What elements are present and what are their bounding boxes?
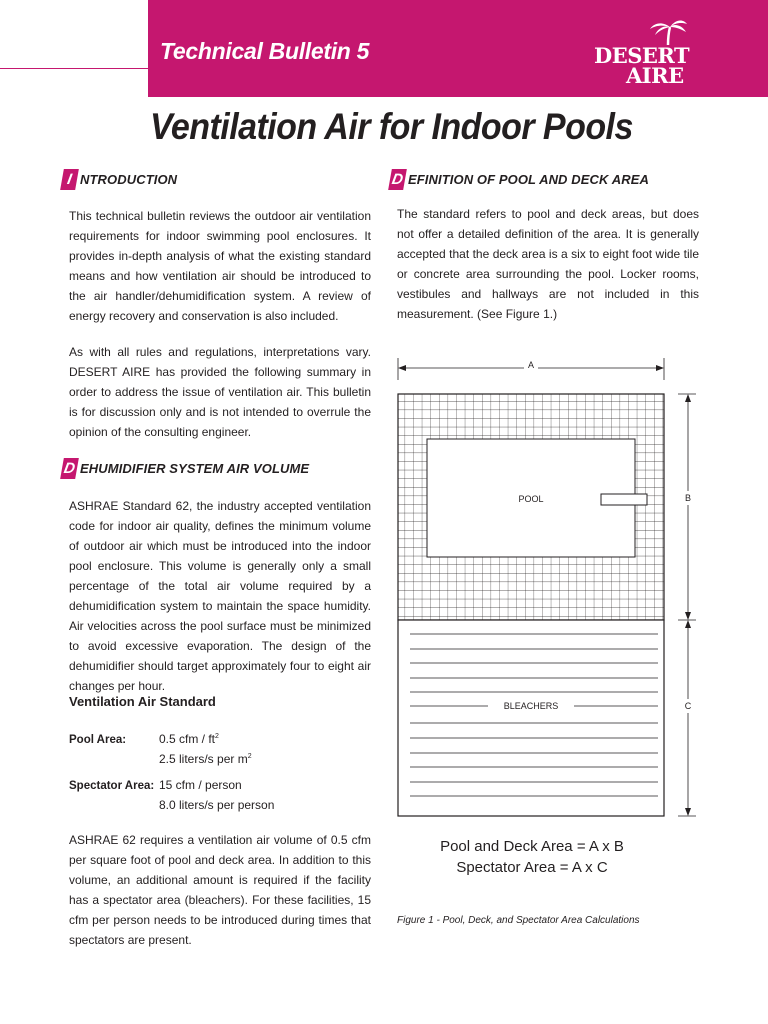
intro-heading <box>62 169 177 190</box>
dimension-label-c: C <box>684 701 692 711</box>
dimension-label-a: A <box>527 360 535 370</box>
pool-area-diagram <box>396 358 708 828</box>
spectator-area-value-imperial: 15 cfm / person <box>159 778 242 792</box>
page-title: Ventilation Air for Indoor Pools <box>150 106 633 147</box>
definition-paragraph: The standard refers to pool and deck areas, but does not offer a detailed definition of the area. It is generally accepted that the deck area is a six to eight foot wide tile or concrete area surrounding the pool. Locker rooms, vestibules and hallways are not included in this measurement. (See Figure 1.) <box>397 207 699 321</box>
bleachers-area <box>398 620 664 816</box>
pool-steps <box>601 494 647 505</box>
desert-aire-logo <box>592 17 692 91</box>
pool-label: POOL <box>518 494 544 504</box>
definition-initial-cap: D <box>388 169 407 190</box>
logo-line-aire: AIRE <box>626 63 684 88</box>
dehumidifier-heading-text: EHUMIDIFIER SYSTEM AIR VOLUME <box>80 461 310 476</box>
pool-area-label: Pool Area: <box>69 734 127 746</box>
standard-heading: Ventilation Air Standard <box>69 694 216 709</box>
bulletin-title: Technical Bulletin 5 <box>160 38 370 64</box>
figure-caption: Figure 1 - Pool, Deck, and Spectator Area Calculations <box>397 915 640 926</box>
spectator-area-label: Spectator Area: <box>69 780 155 792</box>
spectator-area-value-metric: 8.0 liters/s per person <box>159 798 275 812</box>
intro-paragraph-2: As with all rules and regulations, interpretations vary. DESERT AIRE has provided the following summary in order to address the issue of ventilation air. This bulletin is for discussion only and is not intended to overrule the opinion of the consulting engineer. <box>69 345 371 439</box>
palm-tree-icon <box>648 19 688 45</box>
dehumidifier-paragraph: ASHRAE Standard 62, the industry accepted ventilation code for indoor air quality, defines the minimum volume of outdoor air which must be introduced into the indoor pool enclosure. This volume is generally only a small percentage of the total air volume required by a dehumidification system to maintain the space humidity. Air velocities across the pool surface must be minimized to avoid excessive evaporation. The design of the dehumidifier should target approximately four to eight air changes per hour. <box>69 499 371 693</box>
definition-heading-text: EFINITION OF POOL AND DECK AREA <box>408 172 649 187</box>
bleachers-label: BLEACHERS <box>503 701 559 711</box>
standard-paragraph: ASHRAE 62 requires a ventilation air volume of 0.5 cfm per square foot of pool and deck area. In addition to this volume, an additional amount is required if the facility has a spectator area (bleachers). For these facilities, 15 cfm per person needs to be introduced during times that spectators are present. <box>69 833 371 947</box>
area-equations <box>396 836 668 878</box>
intro-paragraph-1: This technical bulletin reviews the outdoor air ventilation requirements for indoor swimming pool enclosures. It provides in-depth analysis of what the existing standard means and how ventilation air should be introduced to the air handler/dehumidification system. A review of energy recovery and conservation is also included. <box>69 209 371 323</box>
intro-initial-cap: I <box>60 169 79 190</box>
dehumidifier-initial-cap: D <box>60 458 79 479</box>
logo-line-desert: DESERT <box>594 43 690 68</box>
definition-heading <box>390 169 649 190</box>
pool-area-value-metric: 2.5 liters/s per $m^2$ <box>159 752 252 766</box>
intro-heading-text: NTRODUCTION <box>80 172 178 187</box>
dehumidifier-heading <box>62 458 309 479</box>
spectator-area-equation: Spectator Area = A x C <box>456 859 608 876</box>
header-rule <box>0 68 148 69</box>
pool-deck-area-equation: Pool and Deck Area = A x B <box>440 838 624 855</box>
dimension-label-b: B <box>684 493 692 503</box>
pool-area-value-imperial: 0.5 cfm / $ft^2$ <box>159 732 219 746</box>
